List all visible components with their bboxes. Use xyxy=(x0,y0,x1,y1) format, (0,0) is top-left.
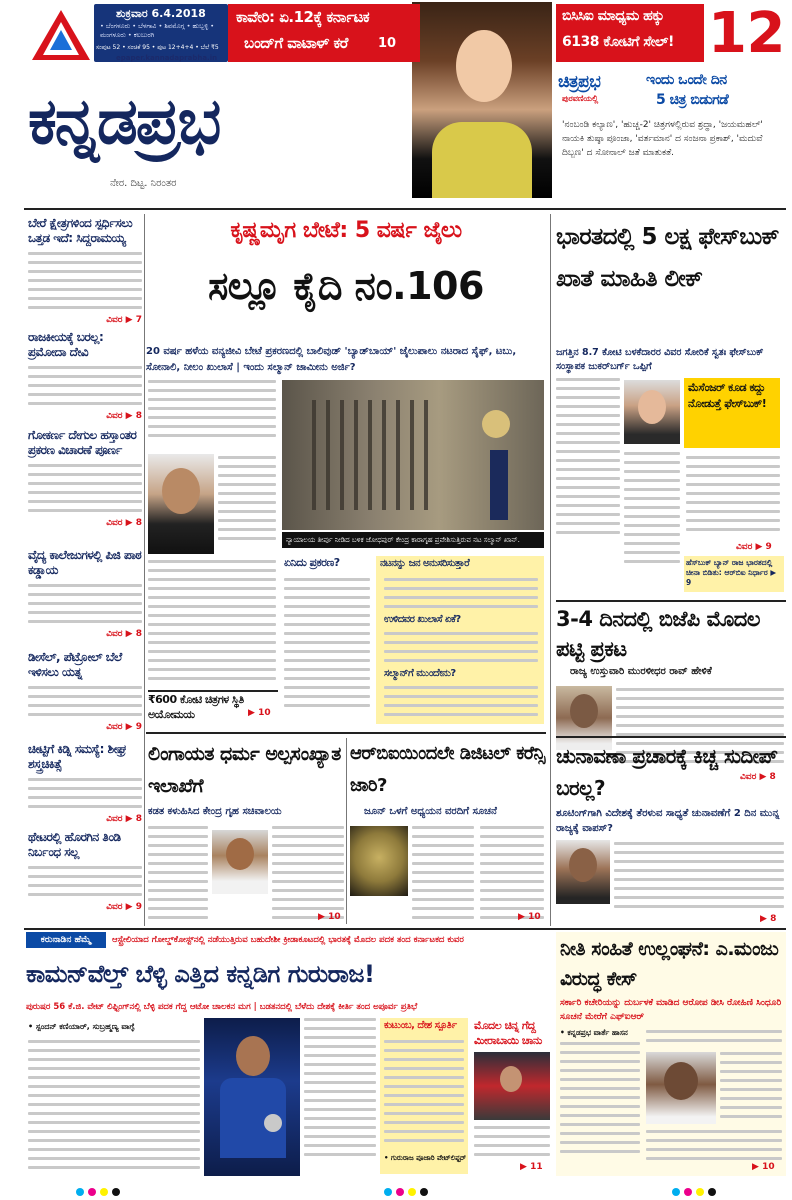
lead-related-page: ▶ 10 xyxy=(248,708,271,718)
left-story-text xyxy=(28,866,142,896)
left-story-page: ವಿವರ ▶ 8 xyxy=(106,629,142,639)
left-story-headline: ಬೇರೆ ಕ್ಷೇತ್ರಗಳಿಂದ ಸ್ಪರ್ಧಿಸಲು ಒತ್ತಡ ಇದೆ: ಸಿದ್ದರಾಮಯ್ಯ xyxy=(28,216,133,245)
chitraprabha-sub: ಪುರವಣಿಯಲ್ಲಿ xyxy=(562,94,599,103)
family-box-title: ಕುಟುಂಬ, ದೇಶ ಸ್ಪೂರ್ತಿ xyxy=(384,1020,457,1031)
left-story-page: ವಿವರ ▶ 8 xyxy=(106,814,142,824)
manju-deck: ಸರ್ಕಾರಿ ಕಚೇರಿಯನ್ನು ದುರ್ಬಳಕೆ ಮಾಡಿದ ಆರೋಪ ಡೀಸಿ ರೋಹಿಣಿ ಸಿಂಧೂರಿ ಸೂಚನೆ ಮೇರೆಗೆ ಎಫ್‌ಐಆರ್ xyxy=(560,998,782,1022)
lead-body-col1c xyxy=(148,560,276,686)
left-story[interactable] xyxy=(28,830,142,912)
left-story[interactable] xyxy=(28,216,142,325)
lingayat-deck: ಕಡತ ಕಳುಹಿಸಿದ ಕೇಂದ್ರ ಗೃಹ ಸಚಿವಾಲಯ xyxy=(148,806,282,817)
messenger-body xyxy=(686,456,780,537)
manju-body-col2 xyxy=(646,1030,782,1048)
cwg-tag-text: ಆಸ್ಟ್ರೇಲಿಯಾದ ಗೋಲ್ಡ್‌ಕೋಸ್ಟ್‌ನಲ್ಲಿ ನಡೆಯುತ್ತಿರುವ ಬಹುದೇಶೀ ಕ್ರೀಡಾಕೂಟದಲ್ಲಿ ಭಾರತಕ್ಕೆ ಮೊದಲ ಪದಕ ತಂದ ಕರ್ನಾಟಕದ ಕುವರ xyxy=(112,935,464,945)
rbi-coin-photo xyxy=(350,826,408,896)
left-story-page: ವಿವರ ▶ 9 xyxy=(106,902,142,912)
left-story[interactable] xyxy=(28,330,142,421)
chitraprabha-line1: ಇಂದು ಒಂದೇ ದಿನ xyxy=(646,72,727,88)
manju-body-col1 xyxy=(560,1042,640,1159)
family-box-text xyxy=(384,1040,464,1148)
bjp-headline[interactable]: 3-4 ದಿನದಲ್ಲಿ ಬಿಜೆಪಿ ಮೊದಲ ಪಟ್ಟಿ ಪ್ರಕಟ xyxy=(556,607,760,661)
rbi-body-col2 xyxy=(480,826,544,925)
left-column-rule xyxy=(144,214,145,926)
manju-body-col3 xyxy=(720,1052,782,1124)
jail-photo-caption: ನ್ಯಾಯಾಲಯ ತೀರ್ಪು ನೀಡಿದ ಬಳಿಕ ಜೋಧಪುರ್ ಕೇಂದ್ರ ಕಾರಾಗೃಹ ಪ್ರವೇಶಿಸುತ್ತಿರುವ ನಟ ಸಲ್ಮಾನ್ ಖಾನ್. xyxy=(282,532,544,548)
left-story-text xyxy=(28,252,142,309)
cwg-body-col2 xyxy=(304,1018,376,1162)
masthead-divider xyxy=(24,208,786,210)
messenger-page: ವಿವರ ▶ 9 xyxy=(736,542,772,552)
lead-headline[interactable]: ಸಲ್ಲೂ ಕೈದಿ ನಂ.106 xyxy=(208,264,484,308)
editions-line: • ಬೆಂಗಳೂರು • ಬೆಳಗಾವಿ • ಶಿವಮೊಗ್ಗ • ಹುಬ್ಬಳ್ಳಿ • ಮಂಗಳೂರು • ಕಲಬುರಗಿ xyxy=(100,22,215,39)
left-story[interactable] xyxy=(28,742,142,824)
salman-sidebar-q4: ಸಲ್ಮಾನ್‌ಗೆ ಮುಂದೇನು? xyxy=(384,668,456,679)
zuckerberg-photo xyxy=(624,380,680,444)
rajnath-photo xyxy=(212,830,268,894)
manju-photo xyxy=(646,1052,716,1124)
print-registration-marks xyxy=(0,1184,792,1200)
chanu-body xyxy=(474,1126,550,1162)
tagline: ನೇರ. ದಿಟ್ಟ. ನಿರಂತರ xyxy=(110,178,177,189)
cwg-tag: ಕರುನಾಡಿನ ಹೆಮ್ಮೆ xyxy=(26,932,106,948)
gururaja-photo xyxy=(204,1018,300,1176)
left-story[interactable] xyxy=(28,428,142,528)
salman-portrait-photo xyxy=(148,454,214,554)
sudeep-top-rule xyxy=(556,736,786,738)
left-story[interactable] xyxy=(28,650,142,732)
family-box-byline: • ಗುರುರಾಜ ಪೂಜಾರಿ ವೇಟ್‌ಲಿಫ್ಟರ್ xyxy=(384,1154,467,1162)
left-story[interactable] xyxy=(28,548,142,639)
teaser-cauvery-page: 10 xyxy=(378,36,397,51)
rbi-rule xyxy=(346,738,347,924)
rbi-page: ▶ 10 xyxy=(518,912,541,922)
rbi-headline[interactable]: ಆರ್‌ಬಿಐಯಿಂದಲೇ ಡಿಜಿಟಲ್ ಕರೆನ್ಸಿ ಜಾರಿ? xyxy=(350,743,545,796)
logo-icon xyxy=(30,8,92,62)
left-story-text xyxy=(28,778,142,808)
teaser-cauvery-line2: ಬಂದ್‌ಗೆ ವಾಟಾಳ್ ಕರೆ xyxy=(244,34,348,52)
chitraprabha-body: 'ನಂಬಂಡಿ ಕಲ್ಯಾಣ', 'ಹುಚ್ಚ-2' ಚಿತ್ರಗಳಲ್ಲಿರುವ ಶ್ರದ್ಧಾ, 'ಜಯಮಹಲ್' ನಾಯಕಿ ತುಷ್ಠಾ ಪೂಂಜಾ, 'ವರ್ತಮಾನ' ದ ಸಂಜನಾ ಪ್ರಕಾಶ್, 'ಮದುವೆ ದಿಬ್ಬಣ' ದ ಸೋನಾಲ್ ಜತೆ ಮಾತುಕತೆ. xyxy=(562,120,763,158)
sudeep-headline[interactable]: ಚುನಾವಣಾ ಪ್ರಚಾರಕ್ಕೆ ಕಿಚ್ಚ ಸುದೀಪ್ ಬರಲ್ಲ? xyxy=(556,744,778,800)
salman-sidebar-text2 xyxy=(384,632,538,668)
left-story-text xyxy=(28,464,142,512)
salman-sidebar-text1 xyxy=(384,578,538,614)
salman-sidebar-q3: ಉಳಿದವರ ಖುಲಾಸೆ ಏಕೆ? xyxy=(384,614,461,625)
facebook-body-col1 xyxy=(556,378,620,540)
lingayat-body-col2 xyxy=(272,826,344,925)
bottom-divider xyxy=(24,928,786,930)
chitraprabha-line2: 5 ಚಿತ್ರ ಬಿಡುಗಡೆ xyxy=(656,92,729,108)
cwg-headline[interactable]: ಕಾಮನ್‌ವೆಲ್ತ್ ಬೆಳ್ಳಿ ಎತ್ತಿದ ಕನ್ನಡಿಗ ಗುರುರಾಜ! xyxy=(26,960,375,988)
sudeep-photo xyxy=(556,840,610,904)
left-story-text xyxy=(28,686,142,716)
teaser-bcci-line1: ಬಿಸಿಸಿಐ ಮಾಧ್ಯಮ ಹಕ್ಕು xyxy=(562,8,664,24)
left-story-text xyxy=(28,366,142,405)
teaser-bcci-page: 12 xyxy=(708,1,785,66)
rbi-deck: ಜೂನ್ ಒಳಗೆ ಅಧ್ಯಯನ ವರದಿಗೆ ಸೂಚನೆ xyxy=(364,806,497,817)
lingayat-headline[interactable]: ಲಿಂಗಾಯತ ಧರ್ಮ ಅಲ್ಪಸಂಖ್ಯಾತ ಇಲಾಖೆಗೆ xyxy=(148,743,341,797)
date-line: ಶುಕ್ರವಾರ 6.4.2018 xyxy=(116,7,206,20)
cwg-body xyxy=(28,1040,200,1175)
center-rule xyxy=(550,214,551,926)
left-story-headline: ಚೀಟ್ಟಿಗೆ ಕಿಡ್ನಿ ಸಮಸ್ಯೆ: ಶೀಘ್ರ ಶಸ್ತ್ರಚಿಕಿತ್ಸೆ xyxy=(28,742,127,771)
salman-qa-q1: ಏನಿದು ಪ್ರಕರಣ? xyxy=(284,556,340,569)
sudeep-deck: ಶೂಟಿಂಗ್‌ಗಾಗಿ ವಿದೇಶಕ್ಕೆ ತೆರಳುವ ಸಾಧ್ಯತೆ ಚುನಾವಣೆಗೆ 2 ದಿನ ಮುನ್ನ ರಾಜ್ಯಕ್ಕೆ ವಾಪಸ್? xyxy=(556,808,780,834)
facebook-headline[interactable]: ಭಾರತದಲ್ಲಿ 5 ಲಕ್ಷ ಫೇಸ್‌ಬುಕ್ ಖಾತೆ ಮಾಹಿತಿ ಲೀಕ್ xyxy=(556,224,779,292)
manju-headline[interactable]: ನೀತಿ ಸಂಹಿತೆ ಉಲ್ಲಂಘನೆ: ಎ.ಮಂಜು ವಿರುದ್ಧ ಕೇಸ್ xyxy=(560,938,779,990)
manju-body-col4 xyxy=(646,1130,782,1166)
chanu-title[interactable]: ಮೊದಲ ಚಿನ್ನ ಗೆದ್ದ ಮೀರಾಬಾಯಿ ಚಾನು xyxy=(474,1019,542,1047)
lead-deck: 20 ವರ್ಷ ಹಳೆಯ ವನ್ಯಜೀವಿ ಬೇಟೆ ಪ್ರಕರಣದಲ್ಲಿ ಬಾಲಿವುಡ್ 'ಬ್ಯಾಡ್‌ಬಾಯ್' ಜೈಲುಪಾಲು ನಟರಾದ ಸೈಫ್, ಟಬು, ಸೋನಾಲಿ, ನೀಲಂ ಖುಲಾಸೆ | ಇಂದು ಸಲ್ಮಾನ್ ಜಾಮೀನು ಅರ್ಜಿ? xyxy=(146,346,517,373)
newspaper-title: ಕನ್ನಡಪ್ರಭ xyxy=(28,85,220,159)
lead-body-col1 xyxy=(148,380,276,443)
left-story-headline: ಗೋಕರ್ಣ ದೇಗುಲ ಹಸ್ತಾಂತರ ಪ್ರಕರಣ ವಿಚಾರಣೆ ಪೂರ್ಣ xyxy=(28,428,137,457)
chanu-photo xyxy=(474,1052,550,1120)
messenger-box-text: ಮೆಸೆಂಜರ್ ಕೂಡ ಕದ್ದು ನೋಡುತ್ತೆ ಫೇಸ್‌ಬುಕ್! xyxy=(688,381,767,410)
rbi-body-col1 xyxy=(412,826,474,925)
left-story-text xyxy=(28,584,142,623)
salman-qa-a1 xyxy=(284,578,370,713)
cwg-page: ▶ 11 xyxy=(520,1162,543,1172)
left-story-page: ವಿವರ ▶ 8 xyxy=(106,518,142,528)
left-story-headline: ರಾಜಕೀಯಕ್ಕೆ ಬರಲ್ಲ: ಪ್ರಮೋದಾ ದೇವಿ xyxy=(28,330,104,359)
salman-sidebar-text3 xyxy=(384,686,538,722)
facebook-footer: ಹೆಸ್‌ಬುಕ್ ಬ್ಯಾನ್ ರಾಜ ಭಾರತದಲ್ಲಿ ಚೀನಾ ಬಿಡಿತು: ಆರ್‌ಬಿಐ ನಿರ್ಧಾರ ▶ 9 xyxy=(686,558,777,587)
teaser-cauvery-line1: ಕಾವೇರಿ: ಏ.12ಕ್ಕೆ ಕರ್ನಾಟಕ xyxy=(236,8,370,26)
issue-line: ಸಂಪುಟ 52 • ಸಂಚಿಕೆ 95 • ಪುಟ 12+4+4 • ಬೆಲೆ ₹5 xyxy=(96,44,219,51)
epaper-link[interactable]: epaper.kannadaprabha.in xyxy=(116,54,218,62)
left-story-page: ವಿವರ ▶ 7 xyxy=(106,315,142,325)
bjp-top-rule xyxy=(556,600,786,602)
left-story-page: ವಿವರ ▶ 9 xyxy=(106,722,142,732)
chitraprabha-title: ಚಿತ್ರಪ್ರಭ xyxy=(558,72,601,92)
teaser-bcci-line2: 6138 ಕೋಟಿಗೆ ಸೇಲ್! xyxy=(562,34,674,50)
manju-page: ▶ 10 xyxy=(752,1162,775,1172)
salman-sidebar-title: ನಟನನ್ನು ಜನ ಅನುಸರಿಸುತ್ತಾರೆ xyxy=(380,558,470,569)
lead-body-col1b xyxy=(218,456,276,546)
left-story-headline: ವೈದ್ಯ ಕಾಲೇಜುಗಳಲ್ಲಿ ಪಿಜಿ ಪಾಠ ಕಡ್ಡಾಯ xyxy=(28,548,142,577)
chitraprabha-actress-photo xyxy=(412,2,552,198)
sudeep-body xyxy=(614,842,784,914)
lead-related-text: ₹600 ಕೋಟಿ ಚಿತ್ರಗಳ ಸ್ಥಿತಿ ಅಯೋಮಯ xyxy=(148,693,244,721)
bjp-page: ವಿವರ ▶ 8 xyxy=(740,772,776,782)
bjp-deck: ರಾಜ್ಯ ಉಸ್ತುವಾರಿ ಮುರಳೀಧರ ರಾವ್ ಹೇಳಿಕೆ xyxy=(570,666,712,677)
jail-entry-photo xyxy=(282,380,544,530)
sudeep-page: ▶ 8 xyxy=(760,914,776,924)
middle-row-rule xyxy=(146,732,546,734)
lingayat-body-col1 xyxy=(148,826,208,925)
cwg-deck: ಪುರುಷರ 56 ಕೆ.ಜಿ. ವೇಟ್ ಲಿಫ್ಟಿಂಗ್‌ನಲ್ಲಿ ಬೆಳ್ಳಿ ಪದಕ ಗೆದ್ದ ಆಟೋ ಚಾಲಕನ ಮಗ | ಬಡತನದಲ್ಲಿ ಬೆಳೆದು ದೇಶಕ್ಕೆ ಕೀರ್ತಿ ತಂದ ಅಪೂರ್ವ ಪ್ರತಿಭೆ xyxy=(26,1002,418,1012)
lead-kicker: ಕೃಷ್ಣಮೃಗ ಬೇಟೆ: 5 ವರ್ಷ ಜೈಲು xyxy=(230,218,462,243)
left-story-headline: ಥೇಟರಲ್ಲಿ ಹೊರಗಿನ ತಿಂಡಿ ನಿರ್ಬಂಧ ಸಲ್ಲ xyxy=(28,830,121,859)
facebook-body-col2 xyxy=(624,452,680,569)
lingayat-page: ▶ 10 xyxy=(318,912,341,922)
manju-byline: • ಕನ್ನಡಪ್ರಭ ವಾರ್ತೆ ಹಾಸನ xyxy=(560,1028,628,1037)
facebook-deck: ಜಗತ್ತಿನ 8.7 ಕೋಟಿ ಬಳಕೆದಾರರ ವಿವರ ಸೋರಿಕೆ ಸ್ವತಃ ಫೇಸ್‌ಬುಕ್ ಸಂಸ್ಥಾಪಕ ಜುಕರ್‌ಬರ್ಗ್ ಒಪ್ಪಿಗೆ xyxy=(556,347,764,372)
cwg-byline: • ಸ್ಪಂದನ್ ಕಣಿಯಾರ್, ಸುಬ್ರಹ್ಮಣ್ಯ ವಾಗ್ಳೆ xyxy=(28,1022,135,1031)
left-story-page: ವಿವರ ▶ 8 xyxy=(106,411,142,421)
left-story-headline: ಡೀಸೆಲ್, ಪೆಟ್ರೋಲ್ ಬೆಲೆ ಇಳಿಸಲು ಯತ್ನ xyxy=(28,650,122,679)
